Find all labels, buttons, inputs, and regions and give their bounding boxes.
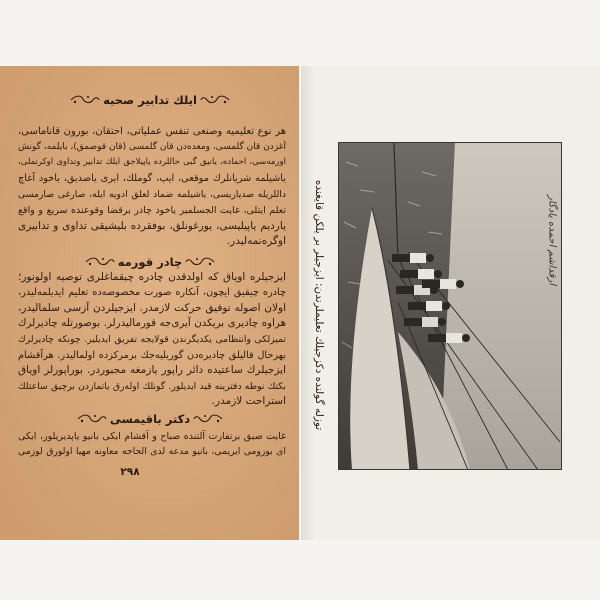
handwritten-note: ارقداشم احمده یادگار	[546, 195, 558, 285]
flourish-ornament-icon	[200, 94, 230, 106]
text-line: بکتك نوطه دفترینه قید ایدیلور. گونلك اوله‌رق یاتمازدن برچیق ساعتلك	[18, 381, 286, 392]
text-line: داللریله صدپاریسی، یاشیلمه ضماد لعلق ادویه ایله، صارغی صارمسی	[18, 189, 286, 200]
text-line: ای بوزومی ایریمی، بانیو مدعه لدی الحاجه معاونه مهیا اولورق لوزمی	[18, 446, 286, 457]
flourish-ornament-icon	[185, 256, 215, 268]
text-line: چادره چیقیق ایچون، آنکاره صورت مخصوصه‌ده تعلیم ایدیلمه‌لیدر،	[18, 287, 286, 298]
photo-caption: توزله گولنده دکزجیلك تعلیملرندن: ایزجیلر بر یلکن قایغنده	[313, 179, 325, 431]
section-heading-row	[40, 254, 260, 270]
section-heading: دکتر باقیمسی	[109, 412, 191, 426]
text-line: تمیزلکی وانتظامی یکدیگرندن قولایجه تفریق ایدیلیر. چونکه چادیرلرك	[18, 334, 286, 345]
section-heading-row	[40, 411, 260, 427]
left-page	[0, 66, 299, 540]
text-line: بهرحال قالیلق چادیره‌دن گوریلیه‌جك برمرکزده اولمالیدر. هرآقشام	[18, 350, 286, 361]
page-number: ۲۹۸	[120, 466, 140, 478]
text-line: اوگره‌نمه‌لیدر.	[226, 235, 286, 247]
flourish-ornament-icon	[85, 256, 115, 268]
text-line: اولان اصوله توفیق حرکت لازمدر. ایزجیلردن آزسی سلمالیدر،	[18, 302, 286, 314]
text-line: اورمه‌سی، احماده، یانیق گبی حاللرده یاپیلاجق ایلك تدابیر وتداوی اوکرنملی،	[18, 157, 286, 167]
flourish-ornament-icon	[70, 94, 100, 106]
text-line: ایزجیلره اویاق که اولدقدن چادره چیقماغلری توصیه اولونور؛	[18, 271, 286, 283]
flourish-ornament-icon	[77, 413, 107, 425]
text-line: غایت صیق برتفارت آلتنده صباح و آقشام ایکی بانیو یاپدیریلور، ایکی	[18, 431, 286, 442]
section-heading: چادر قورمه	[117, 255, 183, 269]
text-line: ایزجیلرك ساعتیده دائر راپور یازمغه مجبوردر. بوراپورلر اویاق	[18, 364, 286, 376]
text-line: یاردیم یاپیلیسی، یورغونلق، بوفقرده بلیشیقی تداوی و تدابیری	[18, 220, 286, 232]
boat-photograph	[338, 142, 562, 470]
text-line: هراوه چادیری بریکدن آیری‌جه قورمالیدرلر. بوصورتله چادیرلرك	[18, 317, 286, 329]
text-line: آغزدن قان گلمسی، ومعده‌دن قان گلمسی (قان قوصمق)، بایلمه، گونش	[18, 142, 286, 152]
right-page	[301, 66, 600, 540]
flourish-ornament-icon	[193, 413, 223, 425]
text-line: یاشیلمه شریانلرك موقعی، ایپ، گوملك، ایری یاصدیق، یاخود آغاچ	[18, 173, 286, 184]
text-line: استراحت لازمدر.	[211, 395, 286, 407]
section-heading: ایلك تدابیر صحیه	[103, 93, 197, 107]
text-line: هر نوع تعلیمیه وصنعی تنفس عملیاتی، احتقان، بورون قاناماسی،	[18, 126, 286, 137]
section-heading-row	[40, 92, 260, 108]
text-line: تعلم ایتلی، غایت الجسلمیر یاخود چادر برقضا وقوعنده سریع و واقع	[18, 205, 286, 216]
